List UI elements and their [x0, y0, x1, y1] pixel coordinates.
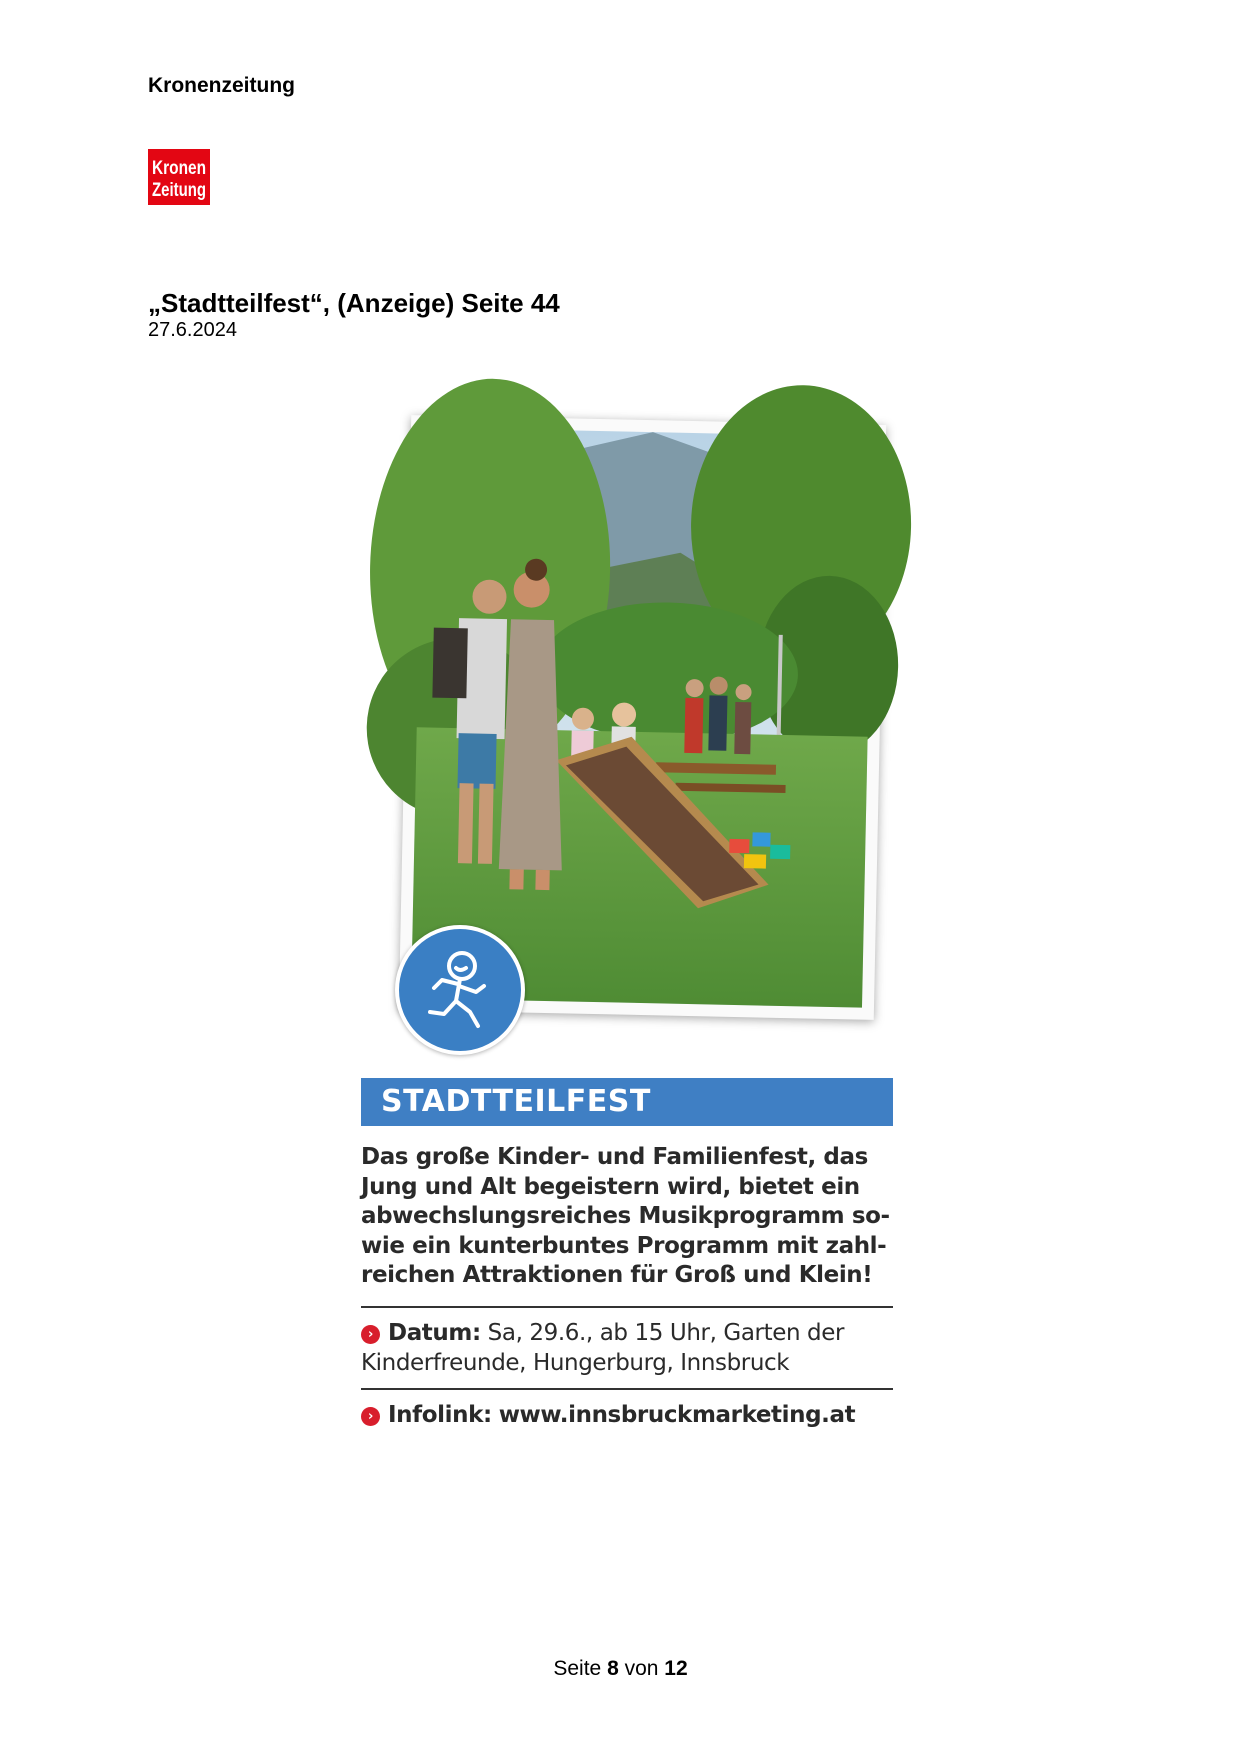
article-date: 27.6.2024 [148, 319, 237, 341]
link-label: Infolink: [388, 1402, 492, 1428]
ad-body-text [361, 1143, 893, 1291]
circle-arrow-right-icon: › [361, 1407, 380, 1426]
ad-headline: STADTTEILFEST [361, 1078, 893, 1126]
date-line-2: Kinderfreunde, Hungerburg, Innsbruck [361, 1350, 790, 1376]
festival-photo [411, 427, 874, 1007]
page-middle: von [624, 1657, 659, 1680]
divider [361, 1306, 893, 1308]
date-line-1: Sa, 29.6., ab 15 Uhr, Garten der [487, 1320, 845, 1346]
ad-body-line: reichen Attraktionen für Groß und Klein! [361, 1262, 873, 1288]
page-prefix: Seite [553, 1657, 602, 1680]
divider [361, 1388, 893, 1390]
event-date-info [361, 1318, 893, 1378]
ad-body-line: Jung und Alt begeistern wird, bietet ein [361, 1173, 860, 1200]
page-counter [0, 1657, 1241, 1681]
circle-arrow-right-icon: › [361, 1325, 380, 1344]
date-label: Datum: [388, 1320, 481, 1346]
total-pages: 12 [664, 1657, 688, 1680]
info-link[interactable]: www.innsbruckmarketing.at [498, 1402, 856, 1428]
svg-text:Zeitung: Zeitung [152, 180, 206, 201]
event-link-info [361, 1400, 893, 1430]
running-child-icon [395, 925, 525, 1055]
ad-body-line: Das große Kinder- und Familienfest, das [361, 1144, 868, 1170]
article-title: „Stadtteilfest“, (Anzeige) Seite 44 [148, 288, 560, 318]
svg-text:Kronen: Kronen [152, 158, 206, 179]
ad-body-line: abwechslungsreiches Musikprogramm so- [361, 1203, 890, 1229]
ad-body-line: wie ein kunterbuntes Programm mit zahl- [361, 1232, 887, 1259]
publication-name: Kronenzeitung [148, 74, 295, 97]
current-page: 8 [607, 1657, 619, 1680]
kronen-zeitung-logo [148, 149, 210, 205]
